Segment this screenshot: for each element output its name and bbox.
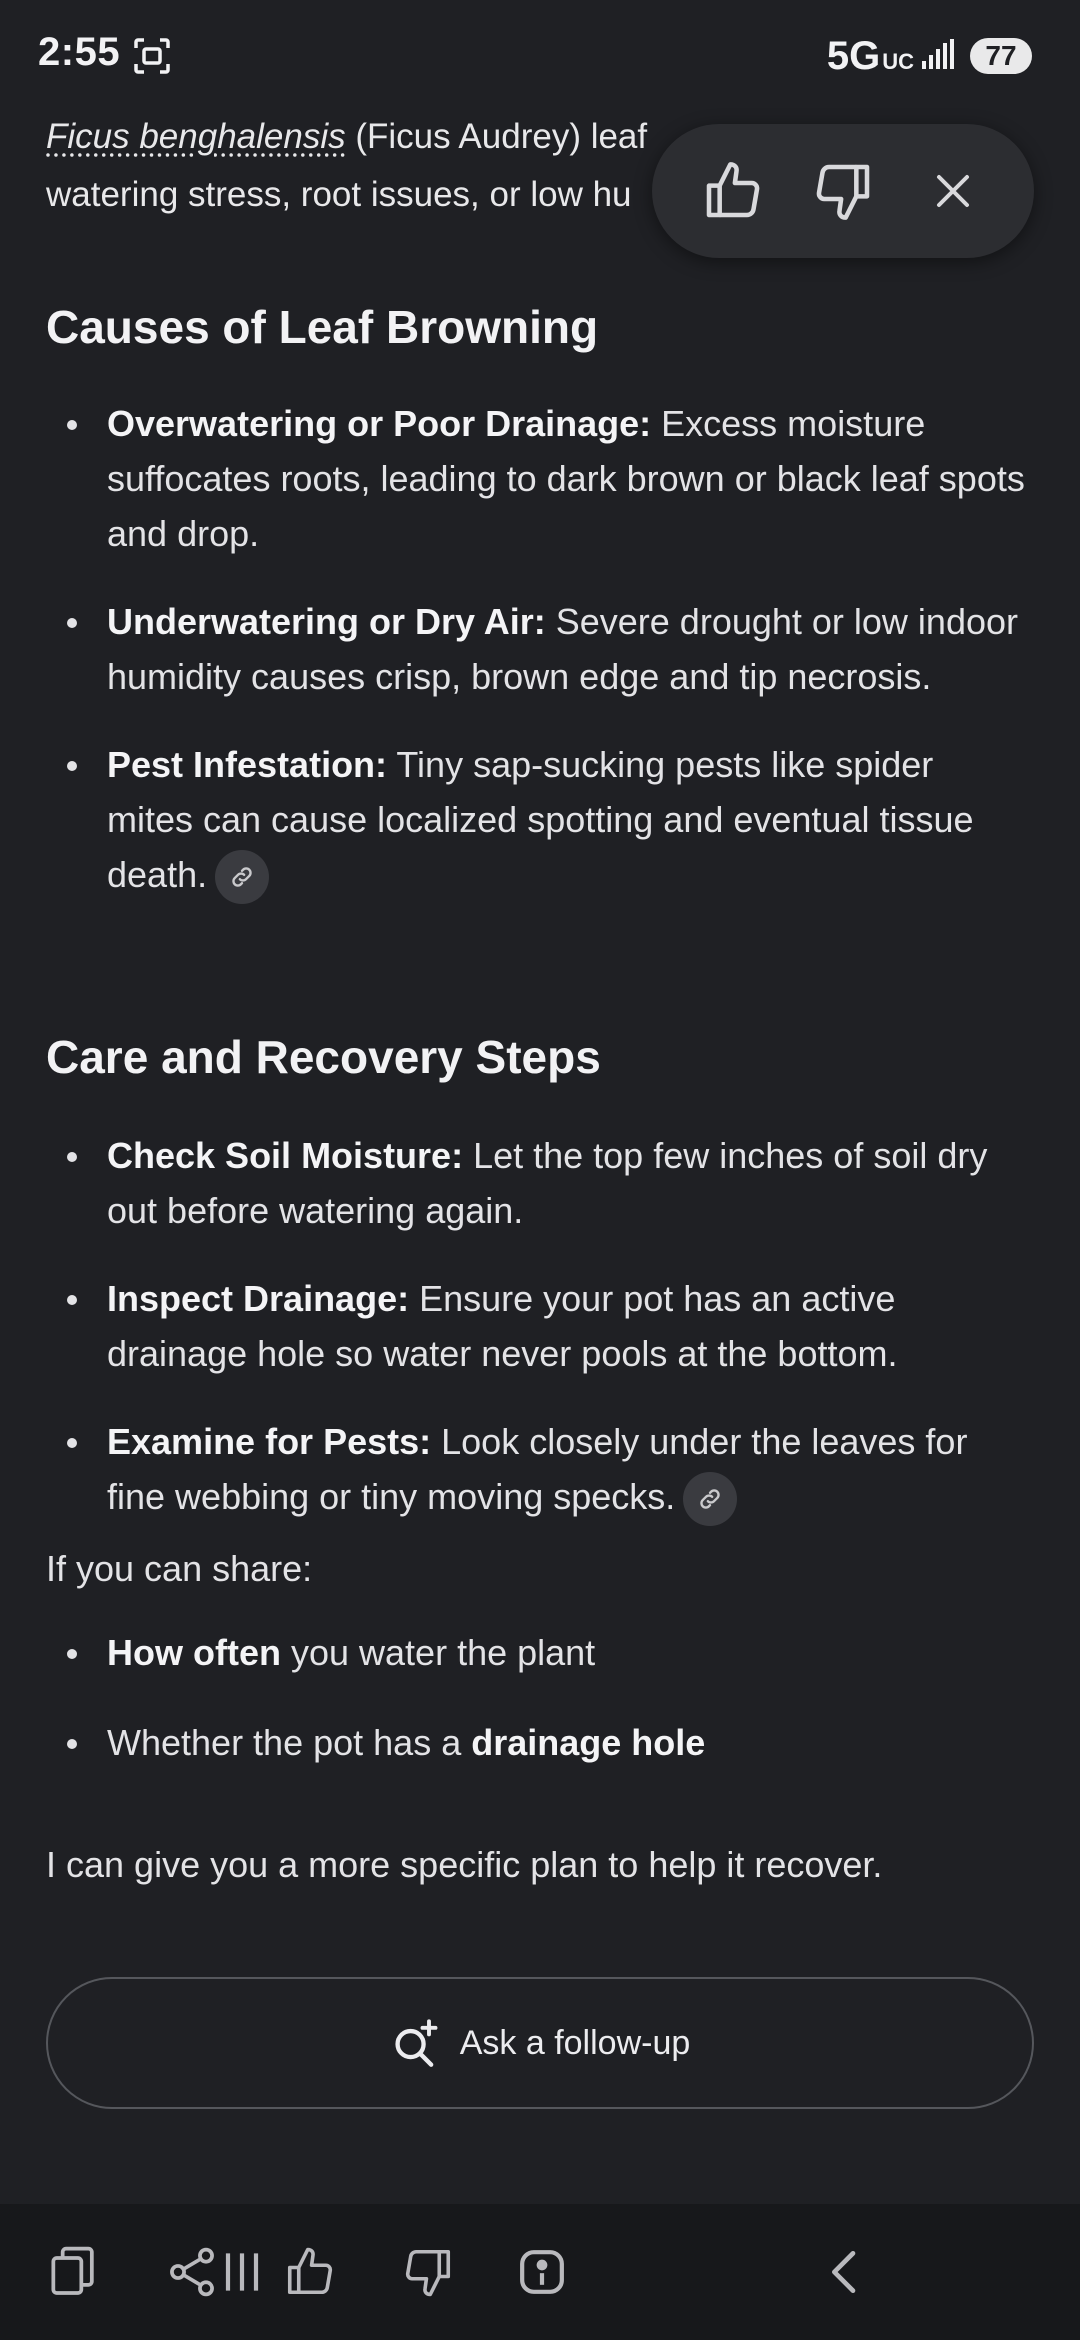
thumbs-down-button[interactable] [803,151,883,231]
item-text: Let the top few inches of soil dry out before watering again. [107,1135,988,1231]
source-link-button[interactable] [683,1472,737,1526]
item-text: Tiny sap-sucking pests like spider mites can cause localized spotting and eventual tissue death. [107,744,974,895]
item-text: Excess moisture suffocates roots, leading to dark brown or black leaf spots and drop. [107,403,1025,554]
causes-list [46,396,1026,937]
share-list [46,1625,1026,1805]
item-title: Pest Infestation: [107,744,388,785]
intro-line-2: watering stress, root issues, or low hu [46,175,632,214]
item-title: drainage hole [471,1722,706,1763]
list-item [46,1414,1026,1526]
status-bar [0,0,1080,120]
list-item [46,737,1026,904]
copy-button[interactable] [40,2240,104,2304]
thumbs-down-icon [811,159,875,223]
care-list [46,1128,1026,1559]
item-title: Overwatering or Poor Drainage: [107,403,652,444]
item-title: Underwatering or Dry Air: [107,601,546,642]
network-type: 5G [826,33,881,78]
item-title: Examine for Pests: [107,1421,432,1462]
intro-line-1-rest: (Ficus Audrey) leaf [345,117,648,156]
species-link[interactable]: Ficus benghalensis [46,117,346,156]
link-icon [229,864,255,890]
back-button[interactable] [814,2240,878,2304]
causes-heading: Causes of Leaf Browning [46,301,599,353]
bottom-toolbar [0,2204,1080,2340]
battery-indicator: 77 [970,38,1032,74]
recents-icon [214,2244,270,2300]
feedback-dislike-button[interactable] [396,2240,460,2304]
list-item [46,1715,1026,1770]
list-item [46,1625,1026,1680]
item-text: you water the plant [280,1632,596,1673]
item-text: Whether the pot has a [107,1722,472,1763]
thumbs-up-button[interactable] [693,151,773,231]
copy-icon [44,2244,100,2300]
status-indicators [827,34,1032,78]
home-icon [514,2244,570,2300]
thumbs-up-icon [701,159,765,223]
item-title: Inspect Drainage: [107,1278,410,1319]
list-item [46,1128,1026,1238]
feedback-like-button[interactable] [278,2240,342,2304]
close-button[interactable] [913,151,993,231]
home-button[interactable] [510,2240,574,2304]
recents-button[interactable] [210,2240,274,2304]
item-title: Check Soil Moisture: [107,1135,464,1176]
thumbs-up-icon [283,2245,337,2299]
network-subtype: UC [882,49,914,74]
screenshot-icon [132,36,172,76]
link-icon [697,1486,723,1512]
source-link-button[interactable] [215,850,269,904]
item-title: How often [107,1632,281,1673]
close-icon [929,167,977,215]
ask-followup-button[interactable] [46,1977,1034,2109]
feedback-bar [652,124,1034,258]
list-item [46,594,1026,704]
item-text: Look closely under the leaves for fine webbing or tiny moving specks. [107,1421,968,1517]
list-item [46,1271,1026,1381]
status-time: 2:55 [38,30,121,74]
item-text: Ensure your pot has an active drainage hole so water never pools at the bottom. [107,1278,898,1374]
item-text: Severe drought or low indoor humidity causes crisp, brown edge and tip necrosis. [107,601,1019,697]
care-heading: Care and Recovery Steps [46,1031,601,1083]
signal-icon [922,39,956,74]
followup-label: Ask a follow-up [459,2023,691,2062]
closing-text: I can give you a more specific plan to help it recover. [46,1844,883,1885]
thumbs-down-icon [401,2245,455,2299]
search-sparkle-icon [390,2017,442,2069]
list-item [46,396,1026,561]
back-icon [818,2244,874,2300]
share-intro: If you can share: [46,1548,313,1589]
